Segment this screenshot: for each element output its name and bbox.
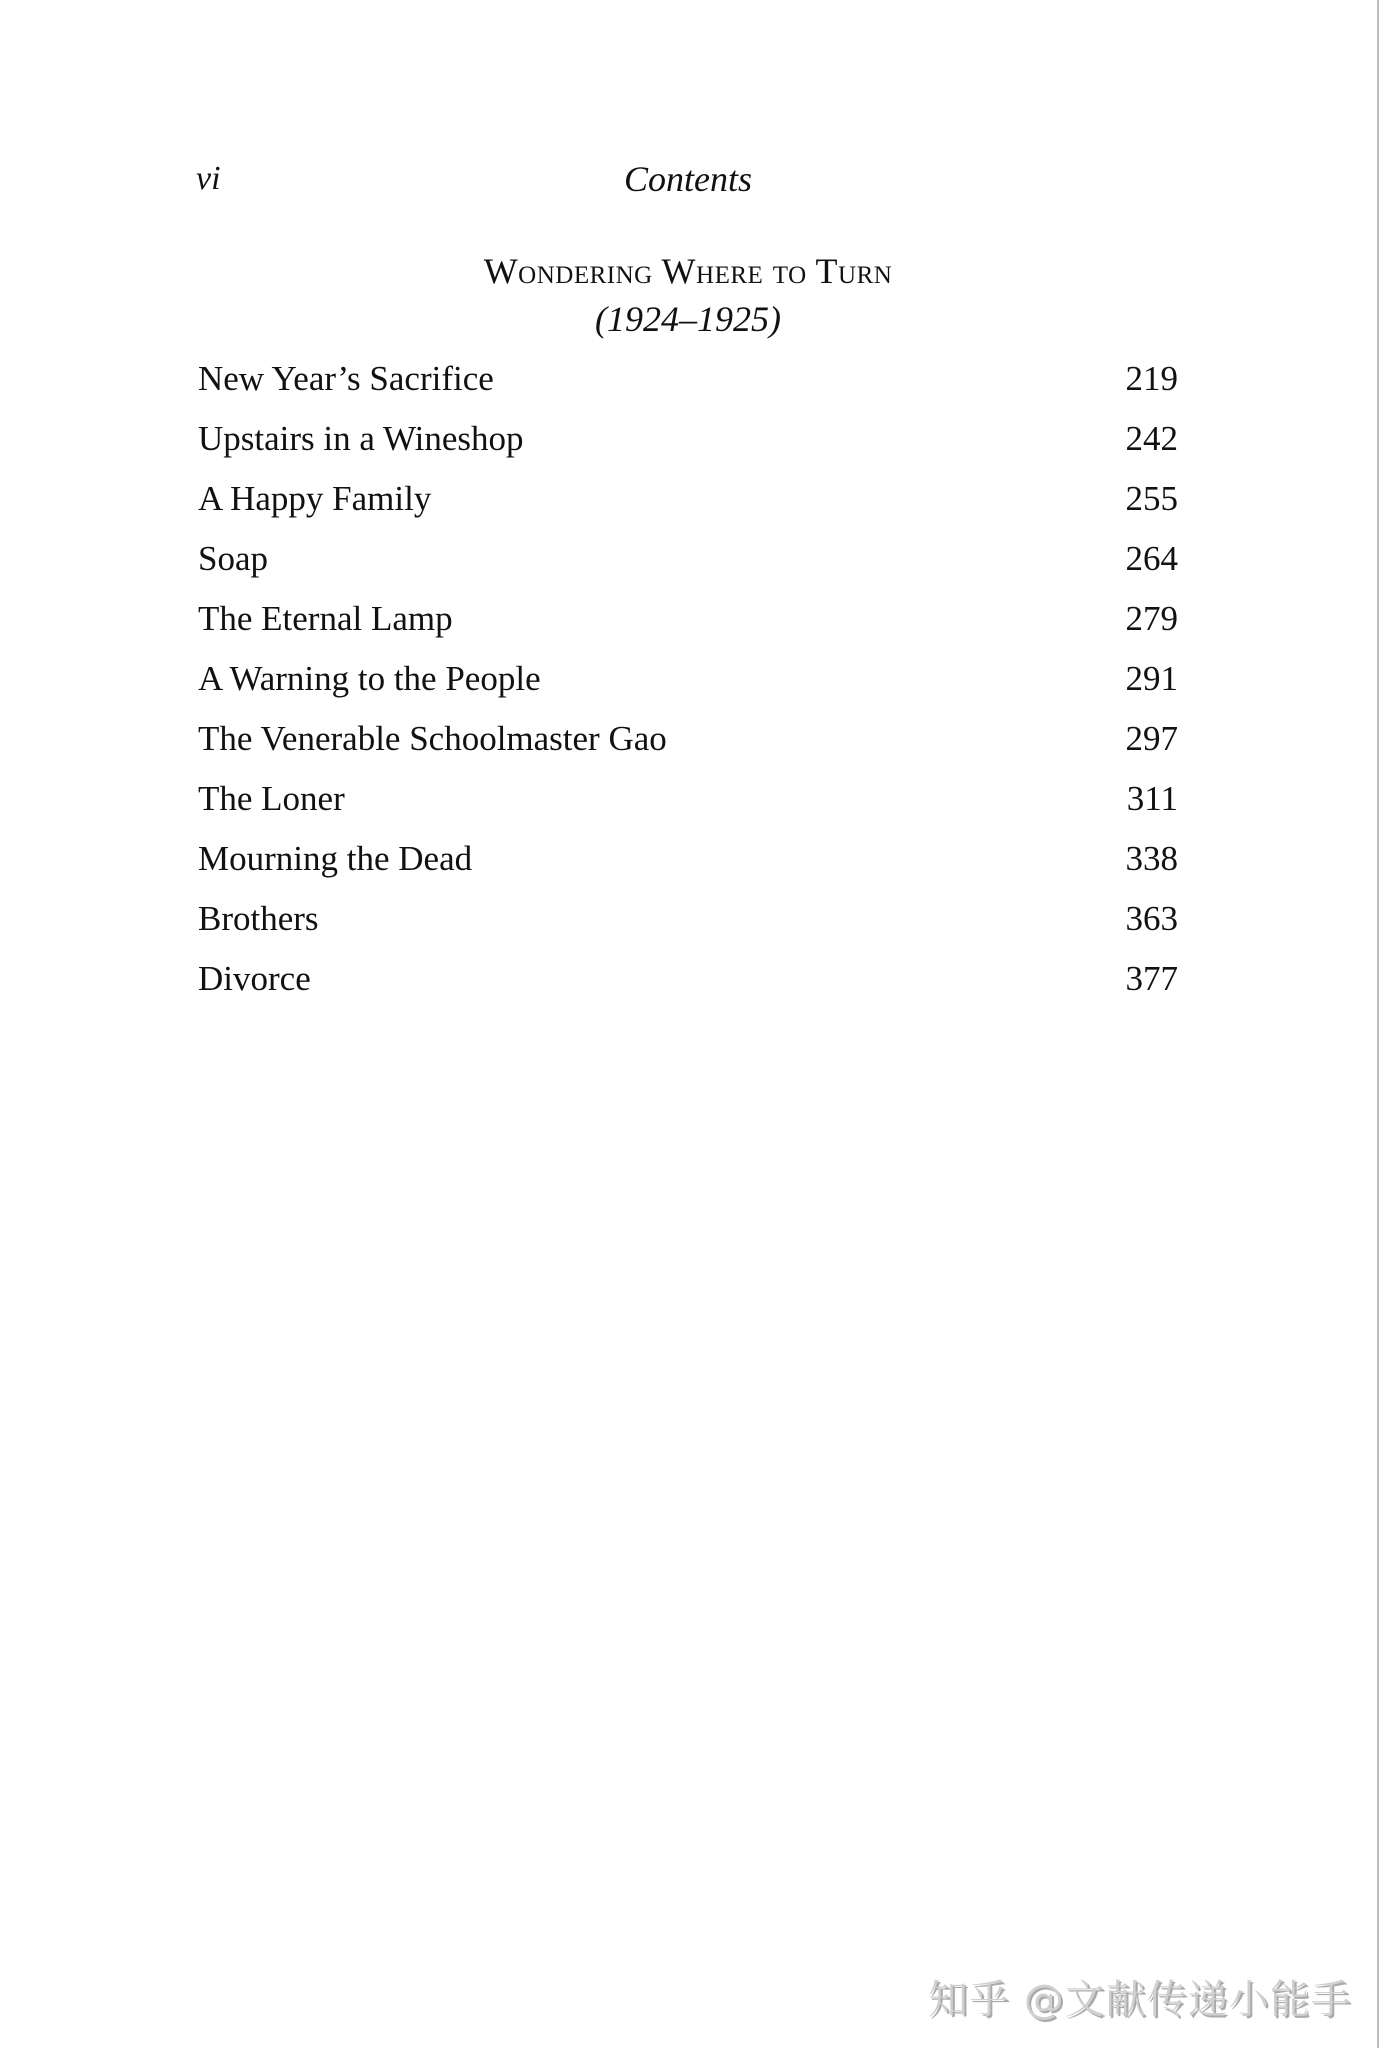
section-title: Wondering Where to Turn bbox=[483, 251, 893, 291]
entry-page: 255 bbox=[1125, 479, 1178, 518]
watermark: 知乎 @文献传递小能手 bbox=[928, 1977, 1352, 2023]
entry-page: 264 bbox=[1125, 539, 1178, 578]
page-edge bbox=[1377, 0, 1379, 2048]
entry-title: The Eternal Lamp bbox=[198, 599, 453, 638]
entry-title: New Year’s Sacrifice bbox=[198, 359, 494, 398]
entry-title: Divorce bbox=[198, 959, 311, 998]
entry-title: Upstairs in a Wineshop bbox=[198, 419, 524, 458]
entry-title: The Venerable Schoolmaster Gao bbox=[198, 719, 667, 758]
entry-title: Soap bbox=[198, 539, 268, 578]
entry-title: Brothers bbox=[198, 899, 319, 938]
entry-title: A Warning to the People bbox=[198, 659, 541, 698]
entry-page: 242 bbox=[1125, 419, 1178, 458]
toc-entry bbox=[198, 476, 1178, 536]
entry-title: Mourning the Dead bbox=[198, 839, 473, 878]
entry-title: A Happy Family bbox=[198, 479, 432, 518]
toc-entry bbox=[198, 956, 1178, 1016]
running-title: Contents bbox=[623, 159, 752, 199]
entry-page: 377 bbox=[1125, 959, 1178, 998]
entry-page: 363 bbox=[1125, 899, 1178, 938]
page-number: vi bbox=[196, 160, 221, 197]
entry-page: 311 bbox=[1126, 779, 1178, 818]
toc-entry bbox=[198, 536, 1178, 596]
section-years: (1924–1925) bbox=[595, 299, 781, 339]
entry-page: 338 bbox=[1125, 839, 1178, 878]
toc-entry bbox=[198, 356, 1178, 416]
toc-entry bbox=[198, 416, 1178, 476]
toc-entry bbox=[198, 716, 1178, 776]
toc-entry bbox=[198, 656, 1178, 716]
toc-entry bbox=[198, 596, 1178, 656]
entry-page: 297 bbox=[1125, 719, 1178, 758]
toc-entry bbox=[198, 896, 1178, 956]
toc-entry bbox=[198, 836, 1178, 896]
entry-page: 219 bbox=[1125, 359, 1178, 398]
entry-page: 291 bbox=[1125, 659, 1178, 698]
toc-entry bbox=[198, 776, 1178, 836]
entry-page: 279 bbox=[1125, 599, 1178, 638]
entry-title: The Loner bbox=[198, 779, 345, 818]
toc-list bbox=[198, 356, 1178, 1016]
